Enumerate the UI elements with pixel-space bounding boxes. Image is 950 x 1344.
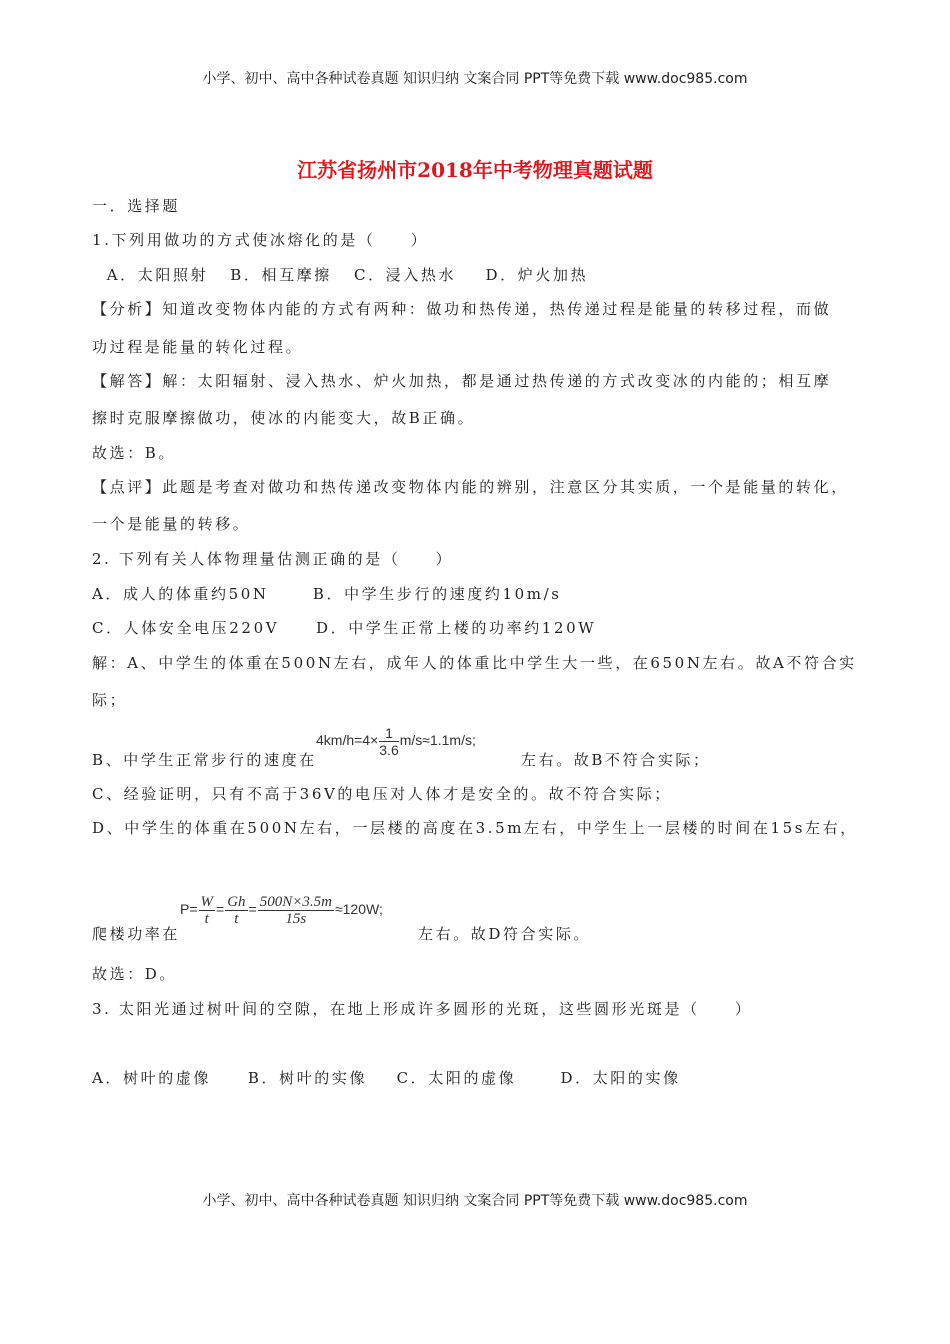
question-1-options: A．太阳照射 B．相互摩擦 C．浸入热水 D．炉火加热 — [92, 266, 589, 284]
analysis-text: 功过程是能量的转化过程。 — [92, 338, 304, 356]
fraction — [225, 894, 247, 927]
numerator: 500N×3.5m — [259, 894, 332, 910]
numerator: W — [200, 894, 214, 910]
denominator: 3.6 — [379, 742, 399, 758]
question-3: 3. 太阳光通过树叶间的空隙，在地上形成许多圆形的光斑，这些圆形光斑是（ ） — [92, 1000, 753, 1018]
denominator: t — [204, 911, 209, 927]
answer-text: 擦时克服摩擦做功，使冰的内能变大，故B正确。 — [92, 409, 476, 427]
formula-part: m/s≈1.1m/s; — [399, 732, 476, 749]
solution-text: 左右。故B不符合实际； — [521, 751, 711, 769]
solution-text: B、中学生正常步行的速度在 — [92, 751, 317, 769]
comment-text: 一个是能量的转移。 — [92, 515, 251, 533]
fraction — [199, 894, 216, 927]
solution-text: 解：A、中学生的体重在500N左右，成年人的体重比中学生大一些，在650N左右。故A不符合实 — [92, 654, 857, 672]
solution-text: 际； — [92, 691, 128, 709]
fraction — [258, 894, 334, 927]
choice-result: 故选：B。 — [92, 444, 177, 462]
page-footer: 小学、初中、高中各种试卷真题 知识归纳 文案合同 PPT等免费下载 www.doc985.com — [202, 1193, 748, 1209]
denominator: 15s — [285, 911, 307, 927]
section-heading: 一．选择题 — [92, 197, 181, 215]
question-1: 1.下列用做功的方式使冰熔化的是（ ） — [92, 231, 429, 249]
solution-text: 爬楼功率在 — [92, 925, 181, 943]
formula-part: ≈120W; — [334, 901, 383, 918]
analysis-text: 【分析】知道改变物体内能的方式有两种：做功和热传递，热传递过程是能量的转移过程，而做 — [92, 300, 832, 318]
question-2-options: A．成人的体重约50N B．中学生步行的速度约10m/s — [92, 585, 562, 603]
answer-text: 【解答】解：太阳辐射、浸入热水、炉火加热，都是通过热传递的方式改变冰的内能的；相互摩 — [92, 372, 832, 390]
numerator: 1 — [379, 725, 398, 742]
power-formula: P= $\frac{W}{t}$ = $\frac{Gh}{t}$ = $\frac{500N\times 3.5m}{15s}$ ≈120W; — [180, 894, 383, 927]
comment-text: 【点评】此题是考查对做功和热传递改变物体内能的辨别，注意区分其实质，一个是能量的转化， — [92, 478, 849, 496]
formula-part: 4km/h=4× — [316, 732, 379, 749]
solution-text: D、中学生的体重在500N左右，一层楼的高度在3.5m左右，中学生上一层楼的时间在15s左右， — [92, 819, 858, 837]
solution-text: 左右。故D符合实际。 — [418, 925, 592, 943]
denominator: t — [234, 911, 239, 927]
formula-part: P= — [180, 901, 198, 918]
speed-formula — [316, 725, 476, 758]
choice-result: 故选：D。 — [92, 965, 178, 983]
document-title: 江苏省扬州市2018年中考物理真题试题 — [297, 158, 653, 182]
question-2: 2. 下列有关人体物理量估测正确的是（ ） — [92, 550, 454, 568]
page-header: 小学、初中、高中各种试卷真题 知识归纳 文案合同 PPT等免费下载 www.doc985.com — [202, 71, 748, 87]
question-2-options: C．人体安全电压220V D．中学生正常上楼的功率约120W — [92, 619, 597, 637]
question-3-options: A．树叶的虚像 B．树叶的实像 C．太阳的虚像 D．太阳的实像 — [92, 1069, 681, 1087]
solution-text: C、经验证明，只有不高于36V的电压对人体才是安全的。故不符合实际； — [92, 785, 672, 803]
numerator: Gh — [227, 894, 246, 910]
fraction — [379, 725, 398, 758]
